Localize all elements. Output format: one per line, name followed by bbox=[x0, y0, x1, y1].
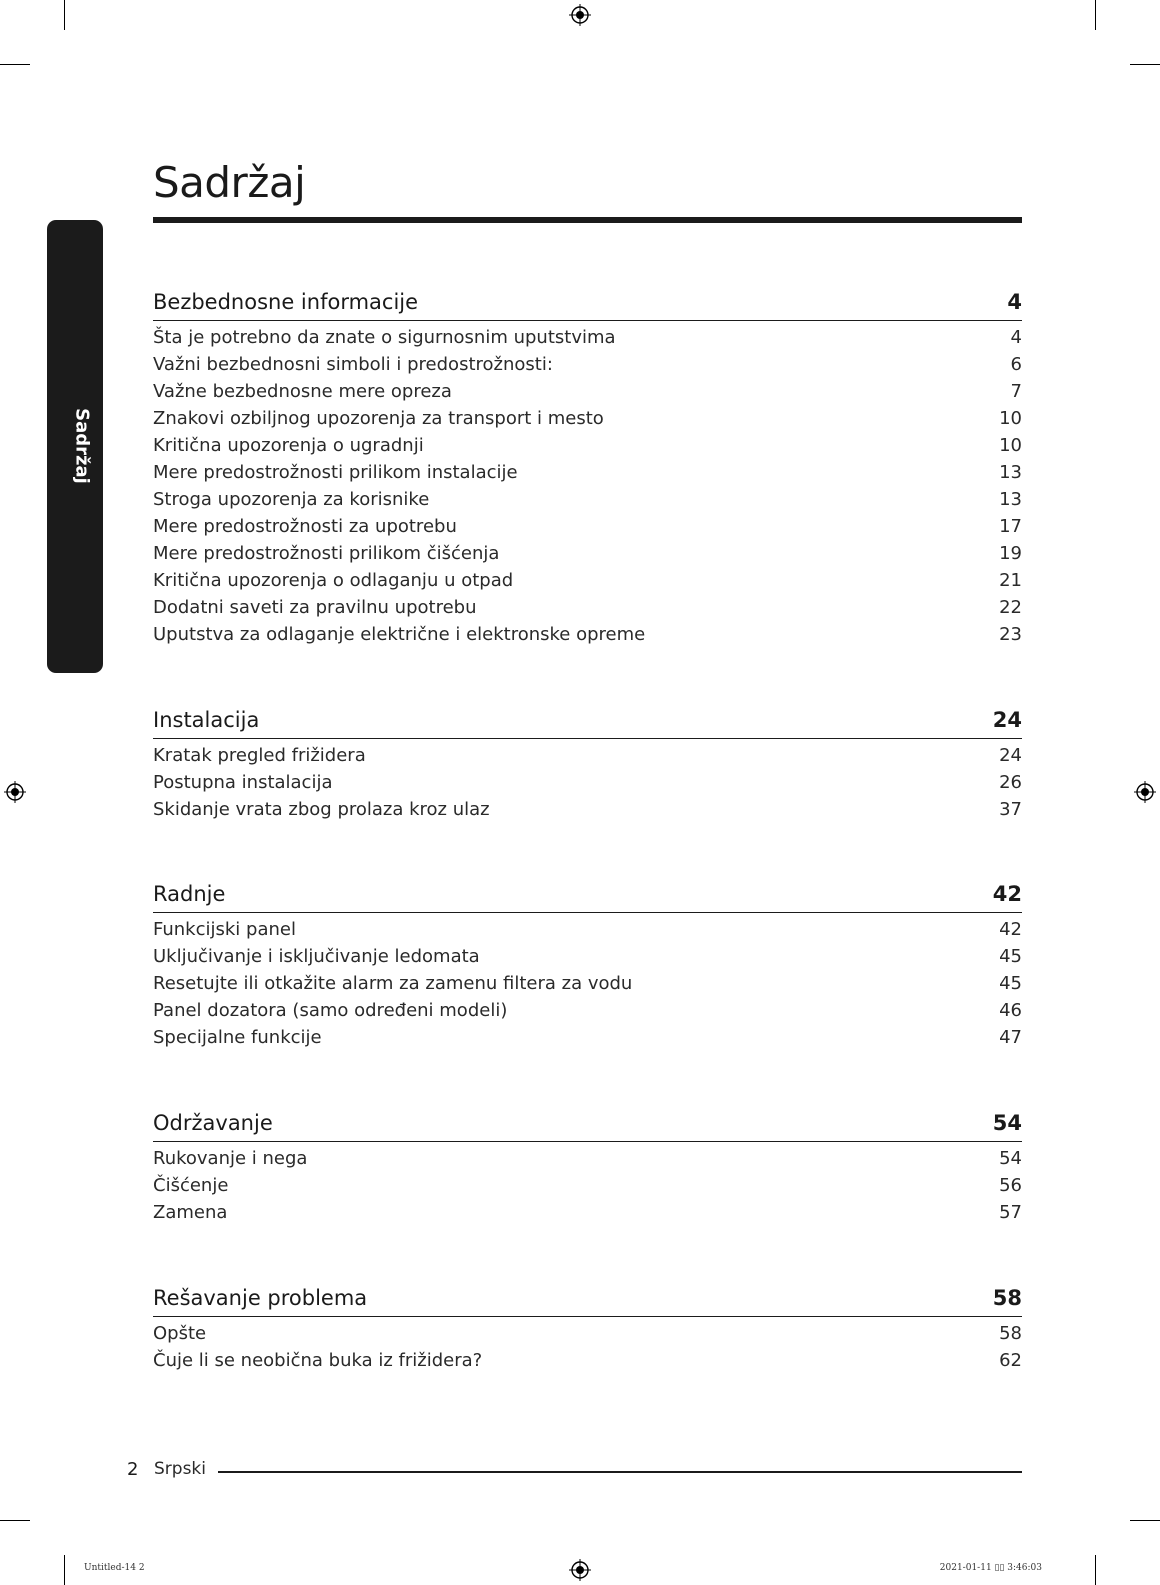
entry-list bbox=[153, 916, 1022, 1051]
entry-label: Skidanje vrata zbog prolaza kroz ulaz bbox=[153, 799, 490, 820]
entry-page: 45 bbox=[999, 946, 1022, 967]
section-heading[interactable] bbox=[153, 1108, 1022, 1142]
entry-page: 10 bbox=[999, 408, 1022, 429]
entry-page: 45 bbox=[999, 973, 1022, 994]
footer-language: Srpski bbox=[154, 1459, 206, 1479]
toc-entry[interactable] bbox=[153, 796, 1022, 823]
entry-label: Mere predostrožnosti za upotrebu bbox=[153, 516, 457, 537]
toc-entry[interactable] bbox=[153, 916, 1022, 943]
entry-label: Specijalne funkcije bbox=[153, 1027, 322, 1048]
toc-entry[interactable] bbox=[153, 1320, 1022, 1347]
toc-entry[interactable] bbox=[153, 1199, 1022, 1226]
toc-section bbox=[153, 1283, 1022, 1374]
crop-mark bbox=[64, 0, 65, 30]
entry-label: Važne bezbednosne mere opreza bbox=[153, 381, 452, 402]
registration-mark-icon bbox=[4, 781, 26, 803]
registration-mark-icon bbox=[1134, 781, 1156, 803]
entry-page: 23 bbox=[999, 624, 1022, 645]
section-page: 58 bbox=[992, 1286, 1022, 1310]
entry-page: 56 bbox=[999, 1175, 1022, 1196]
toc-entry[interactable] bbox=[153, 997, 1022, 1024]
entry-label: Čuje li se neobična buka iz frižidera? bbox=[153, 1350, 483, 1371]
toc-section bbox=[153, 287, 1022, 648]
toc-section bbox=[153, 1108, 1022, 1226]
entry-list bbox=[153, 1145, 1022, 1226]
toc-entry[interactable] bbox=[153, 351, 1022, 378]
section-page: 4 bbox=[1007, 290, 1022, 314]
entry-page: 13 bbox=[999, 489, 1022, 510]
entry-page: 17 bbox=[999, 516, 1022, 537]
crop-mark bbox=[64, 1555, 65, 1585]
entry-page: 7 bbox=[1010, 381, 1022, 402]
entry-page: 22 bbox=[999, 597, 1022, 618]
toc-entry[interactable] bbox=[153, 513, 1022, 540]
entry-page: 57 bbox=[999, 1202, 1022, 1223]
entry-label: Kritična upozorenja o ugradnji bbox=[153, 435, 424, 456]
entry-label: Uključivanje i isključivanje ledomata bbox=[153, 946, 480, 967]
section-title: Rešavanje problema bbox=[153, 1286, 368, 1310]
entry-label: Čišćenje bbox=[153, 1175, 229, 1196]
entry-page: 46 bbox=[999, 1000, 1022, 1021]
crop-mark bbox=[1095, 0, 1096, 30]
entry-page: 19 bbox=[999, 543, 1022, 564]
entry-page: 13 bbox=[999, 462, 1022, 483]
crop-mark bbox=[0, 64, 30, 65]
entry-page: 54 bbox=[999, 1148, 1022, 1169]
entry-label: Važni bezbednosni simboli i predostrožnosti: bbox=[153, 354, 553, 375]
crop-mark bbox=[1130, 64, 1160, 65]
entry-page: 58 bbox=[999, 1323, 1022, 1344]
entry-list bbox=[153, 1320, 1022, 1374]
side-tab-label: Sadržaj bbox=[71, 408, 93, 484]
toc-entry[interactable] bbox=[153, 970, 1022, 997]
crop-mark bbox=[1130, 1520, 1160, 1521]
section-title: Održavanje bbox=[153, 1111, 273, 1135]
entry-page: 4 bbox=[1010, 327, 1022, 348]
entry-page: 21 bbox=[999, 570, 1022, 591]
toc-entry[interactable] bbox=[153, 1145, 1022, 1172]
toc-entry[interactable] bbox=[153, 405, 1022, 432]
toc-entry[interactable] bbox=[153, 621, 1022, 648]
entry-label: Stroga upozorenja za korisnike bbox=[153, 489, 430, 510]
entry-page: 10 bbox=[999, 435, 1022, 456]
entry-label: Panel dozatora (samo određeni modeli) bbox=[153, 1000, 508, 1021]
toc-entry[interactable] bbox=[153, 594, 1022, 621]
entry-label: Rukovanje i nega bbox=[153, 1148, 308, 1169]
entry-page: 26 bbox=[999, 772, 1022, 793]
registration-mark-icon bbox=[569, 1559, 591, 1581]
entry-page: 47 bbox=[999, 1027, 1022, 1048]
toc-entry[interactable] bbox=[153, 324, 1022, 351]
toc-section bbox=[153, 879, 1022, 1051]
toc-entry[interactable] bbox=[153, 769, 1022, 796]
section-page: 54 bbox=[992, 1111, 1022, 1135]
entry-label: Mere predostrožnosti prilikom instalacije bbox=[153, 462, 518, 483]
entry-page: 24 bbox=[999, 745, 1022, 766]
section-title: Bezbednosne informacije bbox=[153, 290, 419, 314]
entry-label: Šta je potrebno da znate o sigurnosnim uputstvima bbox=[153, 327, 616, 348]
toc-entry[interactable] bbox=[153, 378, 1022, 405]
toc-section bbox=[153, 705, 1022, 823]
section-title: Instalacija bbox=[153, 708, 260, 732]
print-slug-left: Untitled-14 2 bbox=[84, 1563, 145, 1573]
entry-label: Opšte bbox=[153, 1323, 207, 1344]
entry-label: Zamena bbox=[153, 1202, 228, 1223]
entry-label: Znakovi ozbiljnog upozorenja za transport i mesto bbox=[153, 408, 604, 429]
toc-entry[interactable] bbox=[153, 459, 1022, 486]
entry-label: Resetujte ili otkažite alarm za zamenu filtera za vodu bbox=[153, 973, 633, 994]
section-heading[interactable] bbox=[153, 705, 1022, 739]
section-title: Radnje bbox=[153, 882, 226, 906]
entry-label: Kritična upozorenja o odlaganju u otpad bbox=[153, 570, 514, 591]
toc-entry[interactable] bbox=[153, 1347, 1022, 1374]
entry-label: Postupna instalacija bbox=[153, 772, 333, 793]
entry-label: Funkcijski panel bbox=[153, 919, 296, 940]
toc-entry[interactable] bbox=[153, 1024, 1022, 1051]
page-title: Sadržaj bbox=[153, 158, 306, 207]
toc-entry[interactable] bbox=[153, 943, 1022, 970]
entry-label: Dodatni saveti za pravilnu upotrebu bbox=[153, 597, 477, 618]
toc-entry[interactable] bbox=[153, 742, 1022, 769]
entry-label: Kratak pregled frižidera bbox=[153, 745, 366, 766]
entry-label: Uputstva za odlaganje električne i elektronske opreme bbox=[153, 624, 646, 645]
section-heading[interactable] bbox=[153, 1283, 1022, 1317]
footer-divider bbox=[218, 1471, 1022, 1473]
crop-mark bbox=[0, 1520, 30, 1521]
toc-entry[interactable] bbox=[153, 1172, 1022, 1199]
toc-entry[interactable] bbox=[153, 540, 1022, 567]
entry-page: 6 bbox=[1010, 354, 1022, 375]
entry-list bbox=[153, 742, 1022, 823]
entry-page: 62 bbox=[999, 1350, 1022, 1371]
print-slug-right: 2021-01-11 ▯▯ 3:46:03 bbox=[939, 1563, 1042, 1573]
entry-page: 37 bbox=[999, 799, 1022, 820]
section-page: 24 bbox=[992, 708, 1022, 732]
crop-mark bbox=[1095, 1555, 1096, 1585]
page-number: 2 bbox=[127, 1459, 139, 1480]
entry-list bbox=[153, 324, 1022, 648]
title-divider bbox=[153, 217, 1022, 223]
registration-mark-icon bbox=[569, 4, 591, 26]
section-page: 42 bbox=[992, 882, 1022, 906]
section-heading[interactable] bbox=[153, 879, 1022, 913]
section-heading[interactable] bbox=[153, 287, 1022, 321]
entry-page: 42 bbox=[999, 919, 1022, 940]
toc-entry[interactable] bbox=[153, 432, 1022, 459]
toc-entry[interactable] bbox=[153, 567, 1022, 594]
entry-label: Mere predostrožnosti prilikom čišćenja bbox=[153, 543, 500, 564]
toc-entry[interactable] bbox=[153, 486, 1022, 513]
